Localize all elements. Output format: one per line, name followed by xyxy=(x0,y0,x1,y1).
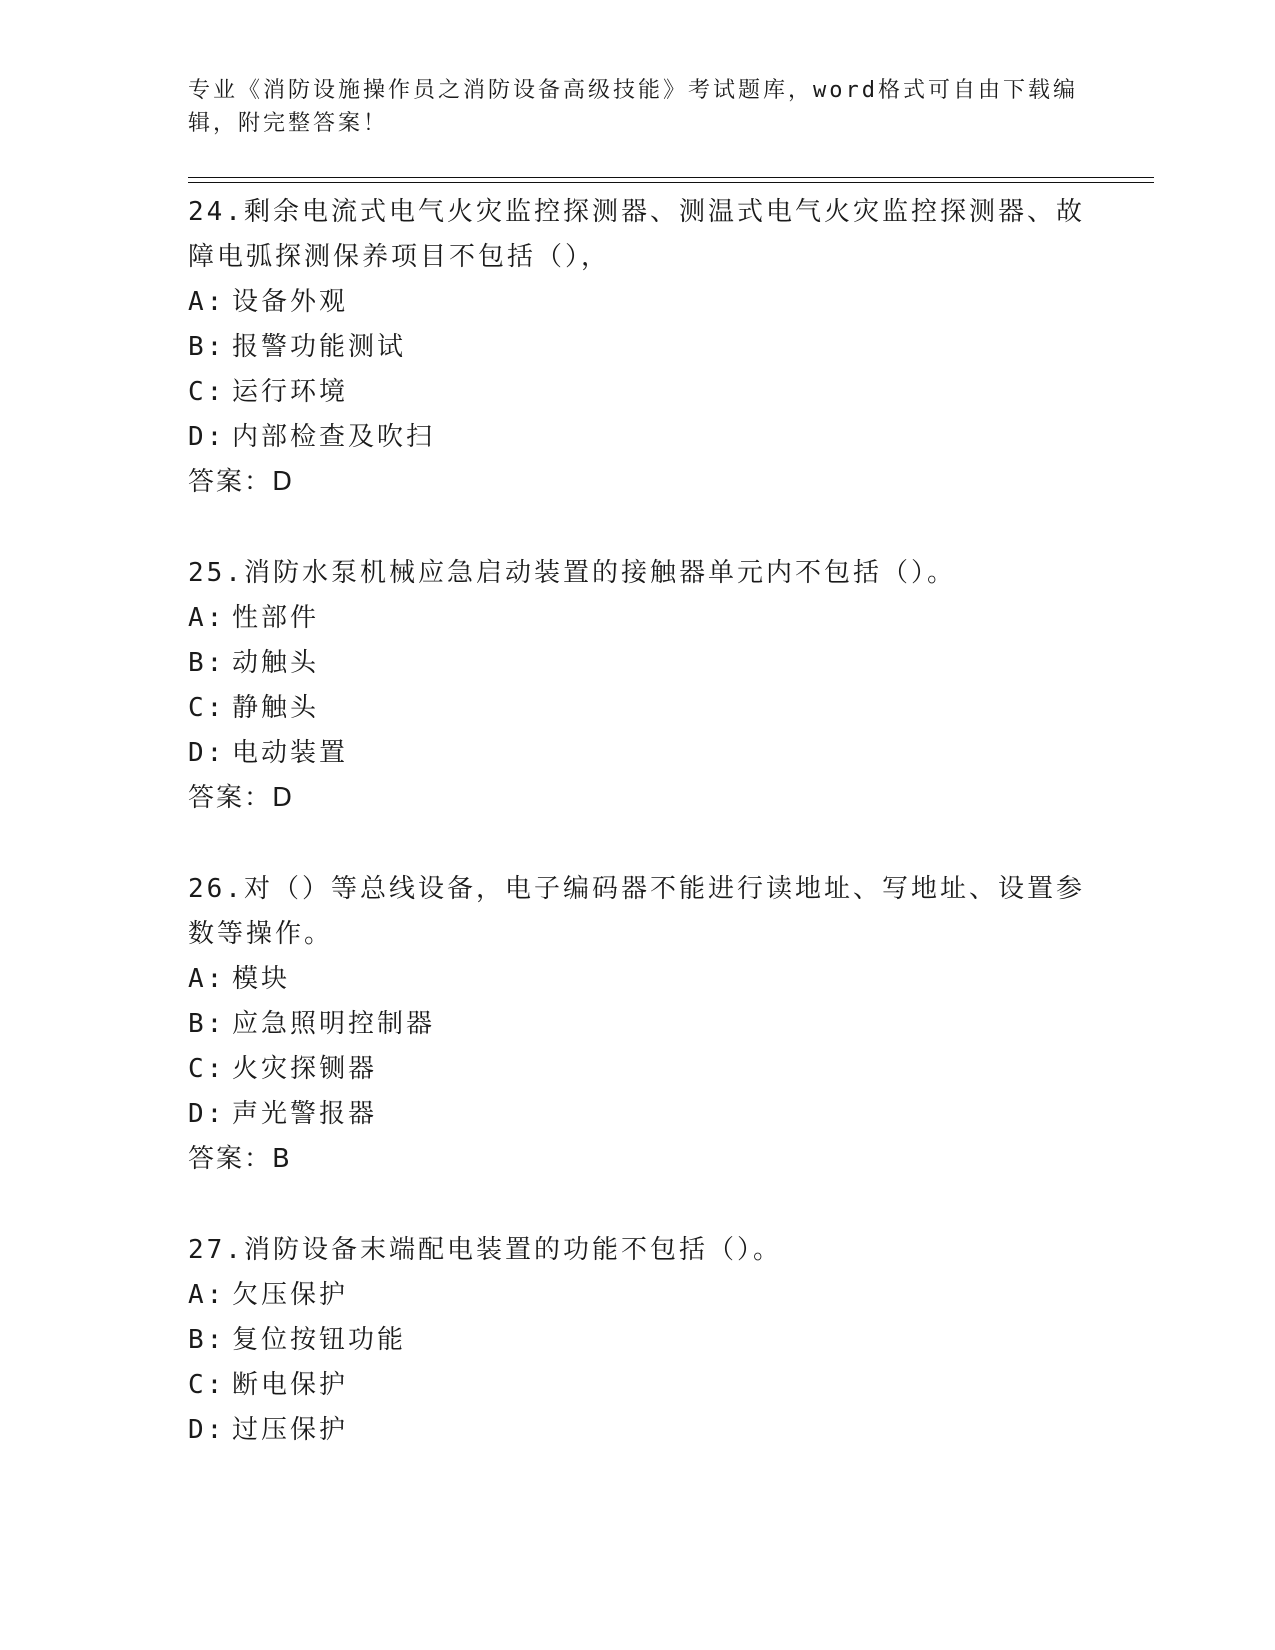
option-text: 动触头 xyxy=(232,648,320,678)
question-text: 24.剩余电流式电气火灾监控探测器、测温式电气火灾监控探测器、故障电弧探测保养项目不包括（）， xyxy=(188,197,1085,272)
question-24 xyxy=(188,190,1088,505)
option-text: 火灾探铡器 xyxy=(232,1054,378,1084)
option-text: 应急照明控制器 xyxy=(232,1009,436,1039)
option-letter: D: xyxy=(188,1415,226,1445)
option-letter: A: xyxy=(188,1280,226,1310)
option-letter: C: xyxy=(188,377,226,407)
option-letter: B: xyxy=(188,648,226,678)
option-d xyxy=(188,1408,1088,1453)
option-d xyxy=(188,415,1088,460)
option-letter: B: xyxy=(188,1009,226,1039)
option-text: 复位按钮功能 xyxy=(232,1325,407,1355)
question-spacer xyxy=(188,1182,1088,1228)
option-letter: A: xyxy=(188,964,226,994)
option-letter: C: xyxy=(188,1054,226,1084)
option-letter: D: xyxy=(188,422,226,452)
option-letter: B: xyxy=(188,1325,226,1355)
option-letter: C: xyxy=(188,693,226,723)
answer-line: 答案：B xyxy=(188,1144,292,1174)
option-text: 电动装置 xyxy=(232,738,349,768)
option-text: 报警功能测试 xyxy=(232,332,407,362)
document-intro: 专业《消防设施操作员之消防设备高级技能》考试题库，word格式可自由下载编辑，附完整答案！ xyxy=(188,78,1078,136)
option-text: 过压保护 xyxy=(232,1415,349,1445)
option-letter: A: xyxy=(188,287,226,317)
question-list xyxy=(188,190,1088,1453)
option-text: 声光警报器 xyxy=(232,1099,378,1129)
option-b xyxy=(188,641,1088,686)
question-27 xyxy=(188,1228,1088,1453)
question-text: 27.消防设备末端配电装置的功能不包括（）。 xyxy=(188,1235,782,1265)
question-text: 25.消防水泵机械应急启动装置的接触器单元内不包括（）。 xyxy=(188,558,956,588)
option-d xyxy=(188,731,1088,776)
option-text: 静触头 xyxy=(232,693,320,723)
option-letter: A: xyxy=(188,603,226,633)
option-letter: B: xyxy=(188,332,226,362)
question-25 xyxy=(188,551,1088,821)
option-a xyxy=(188,280,1088,325)
option-letter: C: xyxy=(188,1370,226,1400)
option-text: 内部检查及吹扫 xyxy=(232,422,436,452)
answer-line: 答案：D xyxy=(188,467,295,497)
option-d xyxy=(188,1092,1088,1137)
option-text: 运行环境 xyxy=(232,377,349,407)
option-c xyxy=(188,370,1088,415)
question-spacer xyxy=(188,505,1088,551)
option-b xyxy=(188,1002,1088,1047)
question-26 xyxy=(188,867,1088,1182)
option-b xyxy=(188,1318,1088,1363)
option-c xyxy=(188,686,1088,731)
option-text: 性部件 xyxy=(232,603,320,633)
question-spacer xyxy=(188,821,1088,867)
option-text: 设备外观 xyxy=(232,287,349,317)
answer-line: 答案：D xyxy=(188,783,295,813)
option-c xyxy=(188,1047,1088,1092)
option-text: 断电保护 xyxy=(232,1370,349,1400)
header-divider-top xyxy=(188,177,1154,178)
option-letter: D: xyxy=(188,738,226,768)
option-c xyxy=(188,1363,1088,1408)
option-a xyxy=(188,1273,1088,1318)
option-text: 欠压保护 xyxy=(232,1280,349,1310)
option-b xyxy=(188,325,1088,370)
option-text: 模块 xyxy=(232,964,291,994)
option-a xyxy=(188,957,1088,1002)
option-a xyxy=(188,596,1088,641)
option-letter: D: xyxy=(188,1099,226,1129)
header-divider-bottom xyxy=(188,182,1154,183)
question-text: 26.对（）等总线设备，电子编码器不能进行读地址、写地址、设置参数等操作。 xyxy=(188,874,1085,949)
